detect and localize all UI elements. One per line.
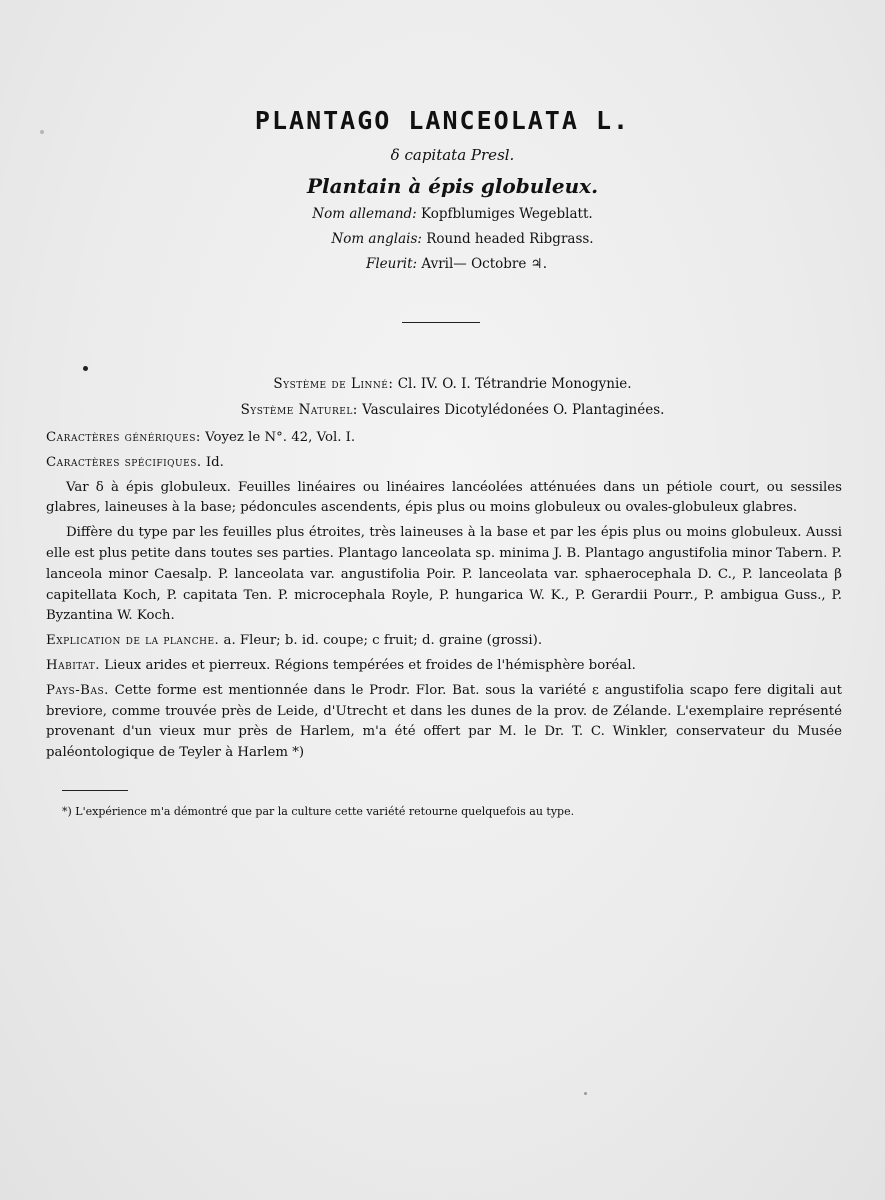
german-name-line	[10, 206, 885, 222]
bloom-label: Fleurit:	[365, 256, 418, 272]
english-name-line	[20, 231, 885, 247]
german-value: Kopfblumiges Wegeblatt.	[421, 206, 593, 222]
habitat-paragraph	[46, 656, 842, 677]
variety-line: δ capitata Presl.	[390, 146, 515, 164]
linne-value: Cl. IV. O. I. Tétrandrie Monogynie.	[397, 376, 632, 392]
generiques-value: Voyez le N°. 42, Vol. I.	[205, 430, 356, 445]
bloom-line	[14, 256, 885, 272]
paysbas-value: Cette forme est mentionnée dans le Prodr. Flor. Bat. sous la variété ε angustifolia scapo fere digitali aut breviore, comme trouvée près de Leide, d'Utrecht et dans les dunes de la prov. de Zélande. L'exemplaire représenté provenant d'un vieux mur près de Harlem, m'a été offert par M. le Dr. T. C. Winkler, conservateur du Musée paléontologique de Teyler à Harlem *)	[46, 682, 842, 761]
english-label: Nom anglais:	[331, 231, 422, 247]
paysbas-label: Pays-Bas.	[46, 682, 109, 698]
naturel-system-line	[10, 402, 885, 418]
plate-explanation	[46, 631, 842, 652]
differences-paragraph: Diffère du type par les feuilles plus étroites, très laineuses à la base et par les épis plus ou moins globuleux. Aussi elle est plus petite dans toutes ses parties. Plantago lanceolata sp. minima J. B. Plantago angustifolia minor Tabern. P. lanceola minor Caesalp. P. lanceolata var. angustifolia Poir. P. lanceolata var. sphaerocephala D. C., P. lanceolata β capitellata Koch, P. capitata Ten. P. microcephala Royle, P. hungarica W. K., P. Gerardii Pourr., P. ambigua Guss., P. Byzantina W. Koch.	[46, 525, 842, 624]
linne-label: Système de Linné:	[273, 376, 394, 392]
generiques-label: Caractères génériques:	[46, 430, 201, 445]
habitat-value: Lieux arides et pierreux. Régions tempérées et froides de l'hémisphère boréal.	[104, 657, 636, 673]
specific-characters	[46, 453, 842, 474]
specifiques-label: Caractères spécifiques.	[46, 454, 202, 470]
generic-characters	[46, 428, 842, 449]
title-divider	[402, 322, 480, 323]
footnote-divider	[62, 790, 128, 791]
ink-spot	[584, 1092, 587, 1095]
bloom-value: Avril— Octobre ♃.	[421, 256, 548, 272]
habitat-label: Habitat.	[46, 657, 101, 673]
english-value: Round headed Ribgrass.	[426, 231, 594, 247]
netherlands-paragraph	[46, 681, 842, 764]
explication-value: a. Fleur; b. id. coupe; c fruit; d. graine (grossi).	[223, 633, 543, 649]
footnote: *) L'expérience m'a démontré que par la culture cette variété retourne quelquefois au type.	[62, 805, 575, 818]
naturel-value: Vasculaires Dicotylédonées O. Plantaginées.	[362, 402, 665, 418]
ink-spot	[83, 366, 88, 371]
german-label: Nom allemand:	[312, 206, 417, 222]
french-name: Plantain à épis globuleux.	[306, 174, 599, 198]
description-body	[46, 428, 842, 768]
page-title: PLANTAGO LANCEOLATA L.	[254, 106, 631, 135]
specifiques-value: Id.	[205, 454, 224, 470]
variety-description: Var δ à épis globuleux. Feuilles linéaires ou linéaires lancéolées atténuées dans un pétiole court, ou sessiles glabres, laineuses à la base; pédoncules ascendents, épis plus ou moins globuleux ou ovales-globuleux glabres.	[46, 479, 842, 516]
explication-label: Explication de la planche.	[46, 633, 220, 649]
linne-system-line	[10, 376, 885, 392]
naturel-label: Système Naturel:	[240, 402, 358, 418]
